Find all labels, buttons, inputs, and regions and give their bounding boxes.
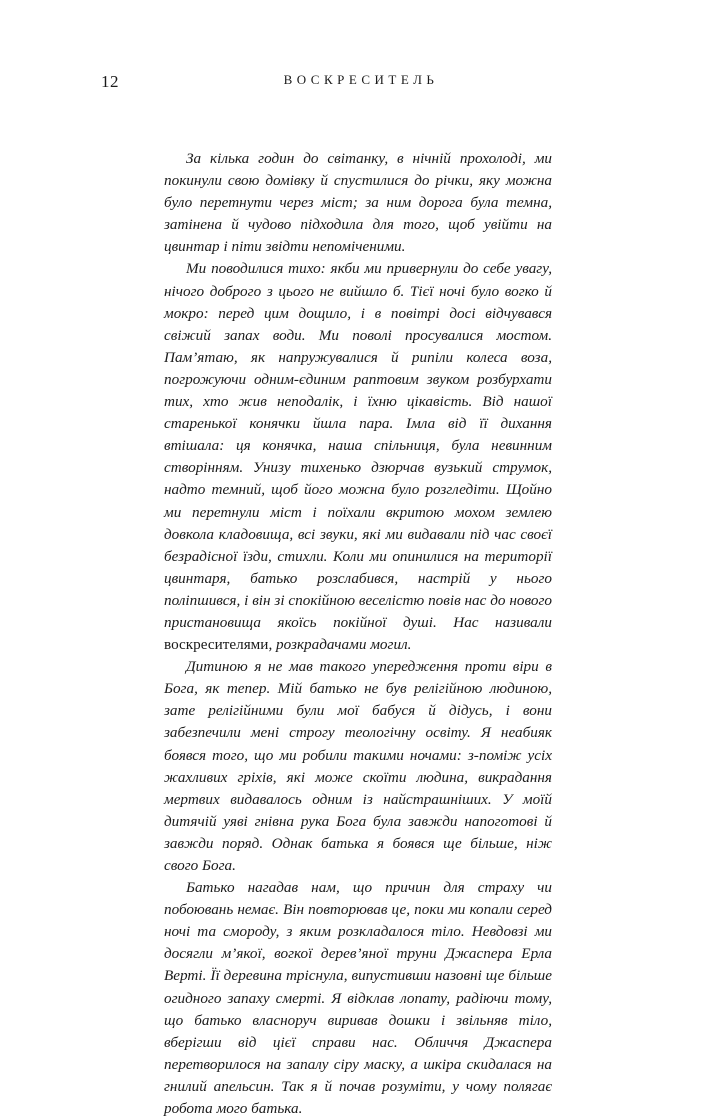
paragraph-2-upright-term: воскресителями <box>164 636 269 654</box>
body-text <box>164 148 552 1120</box>
paragraph-2-text: Ми поводилися тихо: якби ми привернули до себе увагу, нічого доброго з цього не вийшло б. Тієї ночі було вогко й мокро: перед цим дощило, і в повітрі досі відчувався свіжий запах води. Ми поволі просувалися мостом. Пам’ятаю, як напружувалися й рипіли колеса воза, погрожуючи одним-єдиним раптовим звуком розбурхати тих, хто жив неподалік, і їхню цікавість. Від нашої старенької конячки йшла пара. Імла від її дихання втішала: ця конячка, наша спільниця, була невинним створінням. Унизу тихенько дзюрчав вузький струмок, надто темний, щоб його можна було розгледіти. Щойно ми перетнули міст і поїхали вкритою мохом землею довкола кладовища, всі звуки, які ми видавали під час своєї безрадісної їзди, стихли. Коли ми опинилися на території цвинтаря, батько розслабився, настрій у нього поліпшився, і він зі спокійною веселістю повів нас до нового пристановища якоїсь покійної душі. Нас називали <box>164 260 552 631</box>
running-head-title: ВОСКРЕСИТЕЛЬ <box>283 72 439 87</box>
paragraph-3: Дитиною я не мав такого упередження проти віри в Бога, як тепер. Мій батько не був релігійною людиною, зате релігійними були мої бабуся й дідусь, і вони забезпечили мені строгу теологічну освіту. Я неабияк боявся того, що ми робили такими ночами: з-поміж усіх жахливих гріхів, які може скоїти людина, викрадання мертвих видавалось одним із найстрашніших. У моїй дитячій уяві гнівна рука Бога була завжди напоготові й завжди поряд. Однак батька я боявся ще більше, ніж свого Бога. <box>164 658 552 874</box>
paragraph-4: Батько нагадав нам, що причин для страху чи побоювань немає. Він повторював це, поки ми копали серед ночі та смороду, з яким розкладалося тіло. Невдовзі ми досягли м’якої, вогкої дерев’яної труни Джаспера Ерла Верті. Її деревина тріснула, випустивши назовні ще більше огидного запаху смерті. Я відклав лопату, радіючи тому, що батько власноруч виривав дошки і звільняв тіло, вберігши від цієї справи нас. Обличчя Джаспера перетворилося на запалу сіру маску, а шкіра скидалася на гнилий апельсин. Так я й почав розуміти, у чому полягає робота мого батька. <box>164 879 552 1118</box>
page-number: 12 <box>101 72 119 91</box>
paragraph-1: За кілька годин до світанку, в нічній прохолоді, ми покинули свою домівку й спустилися до річки, яку можна було перетнути через міст; за ним дорога була темна, затінена й чудово підходила для того, щоб увійти на цвинтар і піти звідти непоміченими. <box>164 150 552 256</box>
paragraph-2 <box>164 258 552 656</box>
paragraph-2-tail: , розкрадачами могил. <box>268 636 412 654</box>
